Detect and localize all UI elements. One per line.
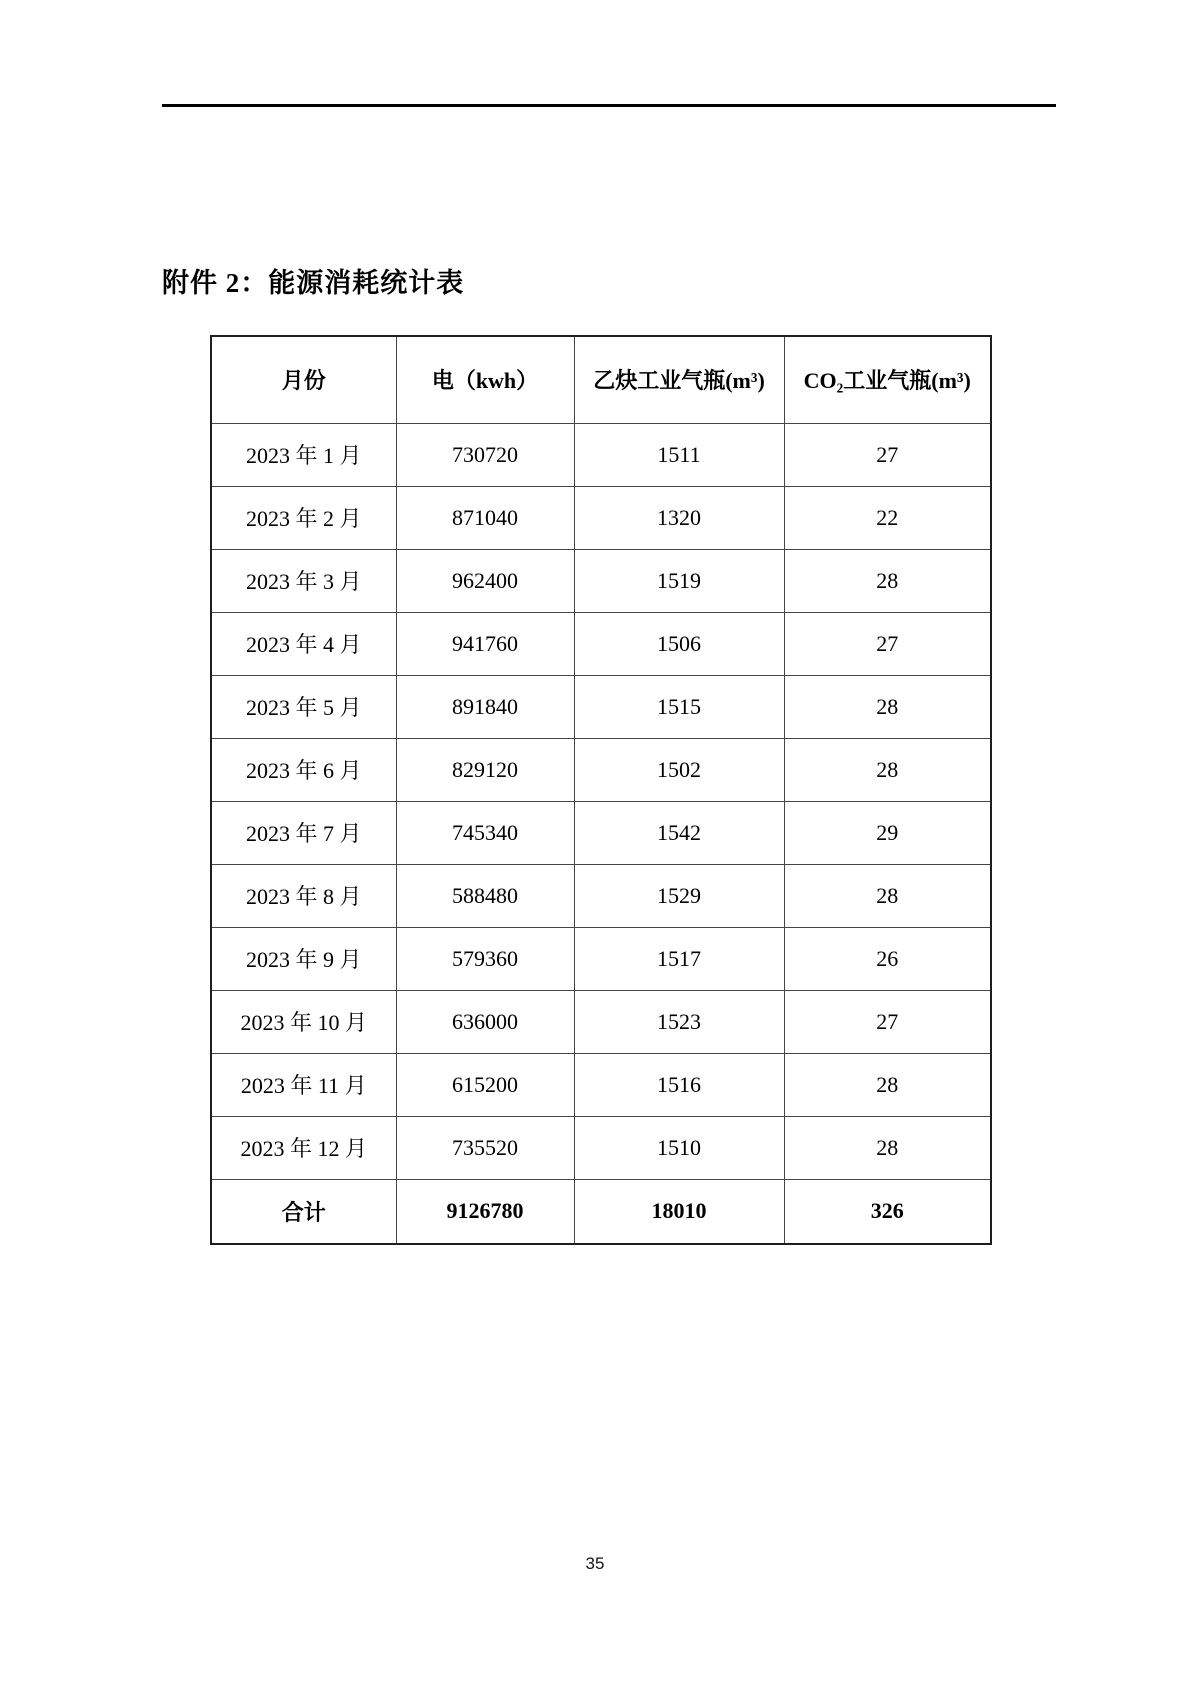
cell-electricity: 588480 bbox=[396, 864, 574, 927]
cell-acetylene: 1510 bbox=[574, 1116, 784, 1179]
cell-electricity: 829120 bbox=[396, 738, 574, 801]
cell-month: 2023 年 1 月 bbox=[211, 423, 396, 486]
cell-acetylene: 1517 bbox=[574, 927, 784, 990]
cell-month: 2023 年 7 月 bbox=[211, 801, 396, 864]
table-row bbox=[211, 864, 991, 927]
table-header-row bbox=[211, 336, 991, 423]
cell-acetylene: 1506 bbox=[574, 612, 784, 675]
table-row bbox=[211, 1053, 991, 1116]
cell-electricity: 941760 bbox=[396, 612, 574, 675]
table-row bbox=[211, 486, 991, 549]
table-row bbox=[211, 612, 991, 675]
cell-co2: 22 bbox=[784, 486, 991, 549]
cell-co2: 27 bbox=[784, 423, 991, 486]
cell-acetylene: 1529 bbox=[574, 864, 784, 927]
cell-electricity: 730720 bbox=[396, 423, 574, 486]
cell-month: 2023 年 6 月 bbox=[211, 738, 396, 801]
cell-acetylene: 1516 bbox=[574, 1053, 784, 1116]
cell-co2: 27 bbox=[784, 612, 991, 675]
total-electricity: 9126780 bbox=[396, 1179, 574, 1244]
cell-month: 2023 年 12 月 bbox=[211, 1116, 396, 1179]
header-rule-divider bbox=[162, 104, 1056, 107]
cell-month: 2023 年 4 月 bbox=[211, 612, 396, 675]
cell-acetylene: 1523 bbox=[574, 990, 784, 1053]
cell-acetylene: 1519 bbox=[574, 549, 784, 612]
cell-electricity: 579360 bbox=[396, 927, 574, 990]
table-total-row bbox=[211, 1179, 991, 1244]
column-header-electricity: 电（kwh） bbox=[396, 336, 574, 423]
cell-co2: 29 bbox=[784, 801, 991, 864]
total-label: 合计 bbox=[211, 1179, 396, 1244]
cell-month: 2023 年 5 月 bbox=[211, 675, 396, 738]
cell-electricity: 745340 bbox=[396, 801, 574, 864]
cell-acetylene: 1515 bbox=[574, 675, 784, 738]
table-row bbox=[211, 675, 991, 738]
total-co2: 326 bbox=[784, 1179, 991, 1244]
cell-month: 2023 年 3 月 bbox=[211, 549, 396, 612]
cell-month: 2023 年 8 月 bbox=[211, 864, 396, 927]
cell-co2: 28 bbox=[784, 1116, 991, 1179]
cell-acetylene: 1320 bbox=[574, 486, 784, 549]
column-header-acetylene: 乙炔工业气瓶(m³) bbox=[574, 336, 784, 423]
table-row bbox=[211, 423, 991, 486]
page-number: 35 bbox=[585, 1554, 605, 1573]
cell-electricity: 735520 bbox=[396, 1116, 574, 1179]
cell-co2: 28 bbox=[784, 675, 991, 738]
table-row bbox=[211, 738, 991, 801]
cell-month: 2023 年 9 月 bbox=[211, 927, 396, 990]
table-row bbox=[211, 990, 991, 1053]
table-row bbox=[211, 549, 991, 612]
column-header-co2: CO₂工业气瓶(m³) bbox=[784, 336, 991, 423]
table-row bbox=[211, 1116, 991, 1179]
table-row bbox=[211, 927, 991, 990]
total-acetylene: 18010 bbox=[574, 1179, 784, 1244]
column-header-month: 月份 bbox=[211, 336, 396, 423]
cell-month: 2023 年 10 月 bbox=[211, 990, 396, 1053]
page-title: 附件 2：能源消耗统计表 bbox=[162, 268, 465, 298]
cell-co2: 28 bbox=[784, 549, 991, 612]
cell-co2: 28 bbox=[784, 738, 991, 801]
energy-consumption-table bbox=[210, 335, 992, 1245]
cell-electricity: 871040 bbox=[396, 486, 574, 549]
cell-electricity: 891840 bbox=[396, 675, 574, 738]
cell-month: 2023 年 11 月 bbox=[211, 1053, 396, 1116]
cell-electricity: 615200 bbox=[396, 1053, 574, 1116]
cell-acetylene: 1502 bbox=[574, 738, 784, 801]
cell-month: 2023 年 2 月 bbox=[211, 486, 396, 549]
cell-co2: 27 bbox=[784, 990, 991, 1053]
cell-co2: 26 bbox=[784, 927, 991, 990]
cell-electricity: 962400 bbox=[396, 549, 574, 612]
cell-acetylene: 1542 bbox=[574, 801, 784, 864]
cell-acetylene: 1511 bbox=[574, 423, 784, 486]
cell-co2: 28 bbox=[784, 864, 991, 927]
cell-co2: 28 bbox=[784, 1053, 991, 1116]
cell-electricity: 636000 bbox=[396, 990, 574, 1053]
table-row bbox=[211, 801, 991, 864]
